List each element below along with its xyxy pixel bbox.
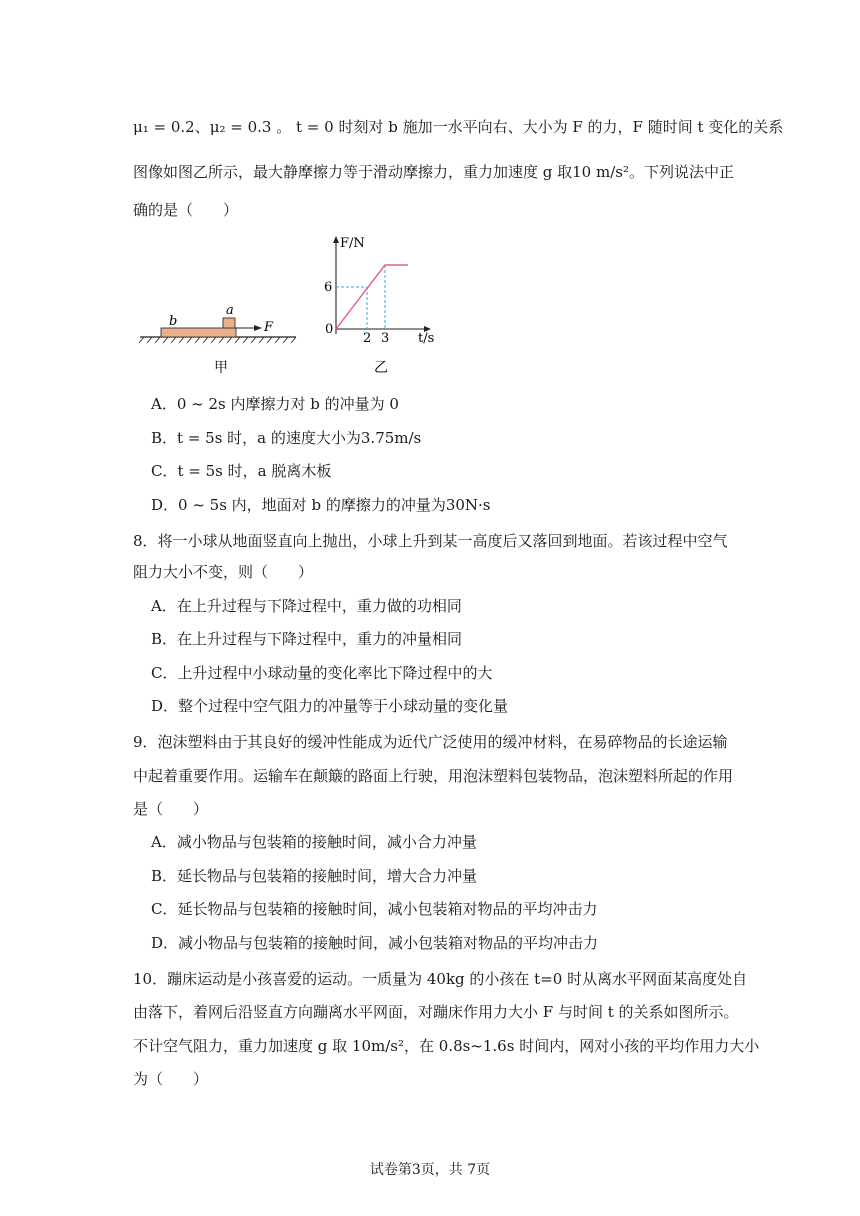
q7-line-1 (133, 117, 783, 137)
q9-option-a: A．减小物品与包装箱的接触时间，减小合力冲量 (151, 833, 477, 851)
caption-yi: 乙 (374, 360, 388, 376)
x-axis-label: t/s (418, 331, 435, 346)
caption-jia: 甲 (214, 360, 228, 376)
label-a: a (226, 303, 234, 318)
q10-line-4: 为（ ） (133, 1070, 209, 1088)
y-axis-arrow-icon (333, 236, 339, 243)
q7-line-2: 图像如图乙所示，最大静摩擦力等于滑动摩擦力，重力加速度 g 取10 m/s²。下列说法中正 (133, 163, 734, 181)
q7-mu-values: μ₁ = 0.2、μ₂ = 0.3 。 (133, 118, 292, 136)
x-tick-2: 2 (363, 331, 372, 346)
q7-line-1-text: t = 0 时刻对 b 施加一水平向右、大小为 F 的力，F 随时间 t 变化的关系 (296, 118, 784, 136)
board-b (161, 328, 236, 337)
q8-option-b: B．在上升过程与下降过程中，重力的冲量相同 (151, 630, 463, 648)
q8-line-1: 8．将一小球从地面竖直向上抛出，小球上升到某一高度后又落回到地面。若该过程中空气 (133, 532, 728, 550)
page-footer: 试卷第3页，共 7页 (369, 1162, 491, 1178)
force-time-curve (336, 265, 408, 329)
q7-option-b: B．t = 5s 时，a 的速度大小为3.75m/s (151, 429, 422, 447)
label-b: b (169, 314, 178, 329)
y-tick-6: 6 (324, 280, 333, 295)
q9-line-2: 中起着重要作用。运输车在颠簸的路面上行驶，用泡沫塑料包装物品，泡沫塑料所起的作用 (133, 767, 734, 785)
q7-option-c: C．t = 5s 时，a 脱离木板 (151, 462, 332, 480)
x-tick-3: 3 (381, 331, 390, 346)
q9-option-b: B．延长物品与包装箱的接触时间，增大合力冲量 (151, 867, 478, 885)
q9-option-c: C．延长物品与包装箱的接触时间，减小包装箱对物品的平均冲击力 (151, 900, 598, 918)
q8-option-a: A．在上升过程与下降过程中，重力做的功相同 (151, 597, 462, 615)
q9-line-3: 是（ ） (133, 800, 209, 818)
q10-line-1: 10．蹦床运动是小孩喜爱的运动。一质量为 40kg 的小孩在 t=0 时从离水平网面某高度处自 (133, 970, 748, 988)
q8-option-d: D．整个过程中空气阻力的冲量等于小球动量的变化量 (151, 697, 509, 715)
y-axis-label: F/N (340, 236, 365, 251)
label-F: F (264, 320, 274, 335)
origin-label: 0 (325, 322, 334, 337)
ground-hatch (139, 337, 296, 343)
q7-option-d: D．0 ~ 5s 内，地面对 b 的摩擦力的冲量为30N·s (151, 496, 491, 514)
figure-jia (138, 298, 303, 378)
block-a (223, 318, 235, 328)
q7-line-3: 确的是（ ） (133, 201, 239, 219)
q9-option-d: D．减小物品与包装箱的接触时间，减小包装箱对物品的平均冲击力 (151, 934, 599, 952)
arrow-right-icon (254, 325, 262, 331)
q10-line-3: 不计空气阻力，重力加速度 g 取 10m/s²，在 0.8s~1.6s 时间内，网对小孩的平均作用力大小 (133, 1037, 760, 1055)
figure-yi (322, 232, 442, 378)
q8-option-c: C．上升过程中小球动量的变化率比下降过程中的大 (151, 664, 493, 682)
q9-line-1: 9．泡沫塑料由于其良好的缓冲性能成为近代广泛使用的缓冲材料，在易碎物品的长途运输 (133, 733, 728, 751)
q7-option-a: A．0 ~ 2s 内摩擦力对 b 的冲量为 0 (151, 395, 399, 413)
q10-line-2: 由落下，着网后沿竖直方向蹦离水平网面，对蹦床作用力大小 F 与时间 t 的关系如图所示。 (133, 1003, 739, 1021)
q8-line-2: 阻力大小不变，则（ ） (133, 563, 314, 581)
